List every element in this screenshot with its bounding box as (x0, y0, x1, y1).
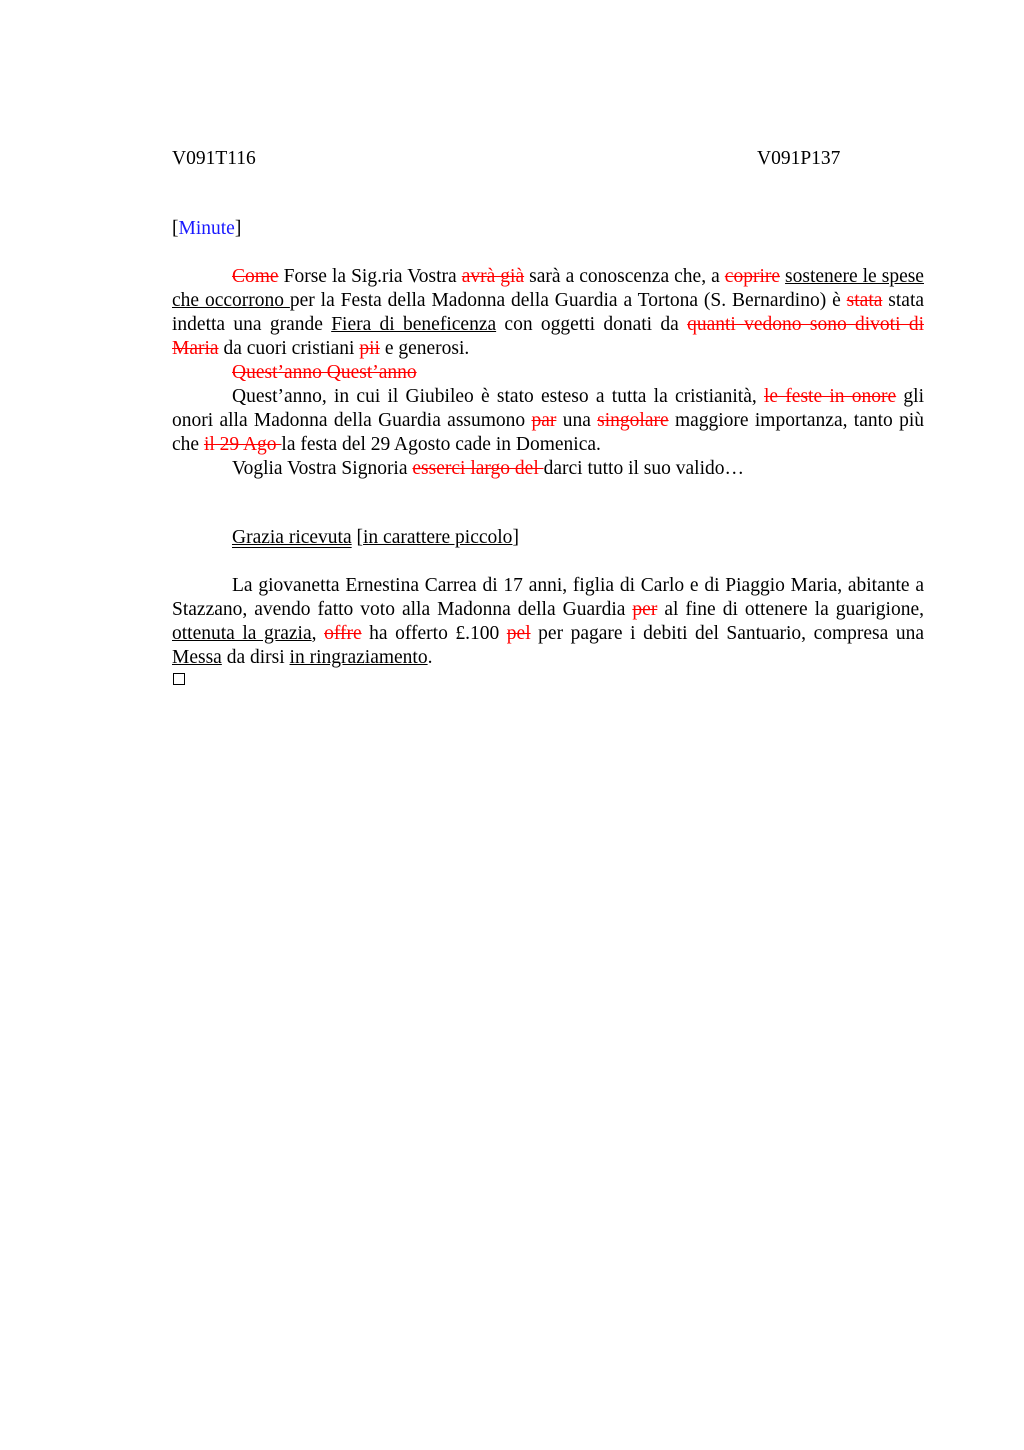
checkbox-square-icon (173, 673, 185, 685)
grazia-line (172, 526, 924, 550)
text-run: Quest’anno, in cui il Giubileo è stato esteso a tutta la cristianità, (232, 386, 764, 407)
paragraph-5 (172, 574, 924, 670)
text-run: . (427, 647, 433, 668)
underlined-text: Messa (172, 647, 222, 668)
deleted-text: esserci largo del (412, 458, 544, 479)
text-run: maggiore importanza, tanto più che (172, 410, 924, 455)
text-run: la festa del 29 Agosto cade in Domenica. (281, 434, 601, 455)
text-run: gli onori alla Madonna della Guardia assumono (172, 386, 924, 431)
text-run: una (556, 410, 598, 431)
grazia-title: Grazia ricevuta (232, 527, 352, 548)
underlined-text: in ringraziamento (289, 647, 428, 668)
text-run: ha offerto £.100 (361, 623, 507, 644)
underlined-text: ottenuta la grazia (172, 623, 312, 644)
text-run: Forse la Sig.ria Vostra (278, 266, 462, 287)
text-run: Voglia Vostra Signoria (232, 458, 413, 479)
deleted-text: per (632, 599, 658, 620)
header-left-code: V091T116 (172, 148, 256, 169)
deleted-text: stata (846, 290, 883, 311)
grazia-body (172, 574, 924, 670)
deleted-text: pel (506, 623, 531, 644)
header-right-code: V091P137 (757, 148, 841, 169)
paragraph-3 (172, 385, 924, 457)
minute-open-bracket: [ (172, 218, 179, 239)
letter-body (172, 265, 924, 481)
underlined-text: sostenere le spese che occorrono (172, 266, 924, 311)
page-header (172, 146, 924, 172)
deleted-text: par (531, 410, 557, 431)
text-run: per la Festa della Madonna della Guardia a Tortona (S. Bernardino) è (289, 290, 847, 311)
grazia-open-bracket: [ (356, 527, 364, 548)
deleted-text: singolare (597, 410, 669, 431)
deleted-text: il 29 Ago (203, 434, 282, 455)
paragraph-1 (172, 265, 924, 361)
deleted-text: avrà già (461, 266, 525, 287)
paragraph-4 (172, 457, 924, 481)
deleted-text: Come (232, 266, 279, 287)
minute-close-bracket: ] (234, 218, 242, 239)
grazia-close-bracket: ] (512, 527, 519, 548)
text-run: con oggetti donati da (496, 314, 688, 335)
text-run: La giovanetta Ernestina Carrea di 17 anni, figlia di Carlo e di Piaggio Maria, abitante a Stazzano, avendo fatto voto alla Madonna della Guardia (172, 575, 924, 620)
deleted-text: quanti vedono sono divoti di Maria (172, 314, 924, 359)
text-run: da dirsi (221, 647, 290, 668)
minute-label (172, 216, 241, 242)
text-run: e generosi. (379, 338, 470, 359)
grazia-note: in carattere piccolo (363, 527, 513, 548)
deleted-text: coprire (724, 266, 781, 287)
text-run: per pagare i debiti del Santuario, compresa una (530, 623, 925, 644)
text-run: darci tutto il suo valido… (543, 458, 744, 479)
deleted-text: Quest’anno Quest’anno (232, 362, 417, 383)
text-run: , (311, 623, 325, 644)
text-run: da cuori cristiani (218, 338, 360, 359)
text-run: sarà a conoscenza che, a (524, 266, 725, 287)
grazia-heading (172, 526, 924, 550)
minute-link[interactable]: Minute (178, 218, 235, 239)
paragraph-2 (172, 361, 924, 385)
text-run: al fine di ottenere la guarigione, (657, 599, 924, 620)
deleted-text: le feste in onore (764, 386, 897, 407)
text-run: stata indetta una grande (172, 290, 925, 335)
deleted-text: offre (324, 623, 362, 644)
underlined-text: Fiera di beneficenza (331, 314, 497, 335)
deleted-text: pii (359, 338, 380, 359)
